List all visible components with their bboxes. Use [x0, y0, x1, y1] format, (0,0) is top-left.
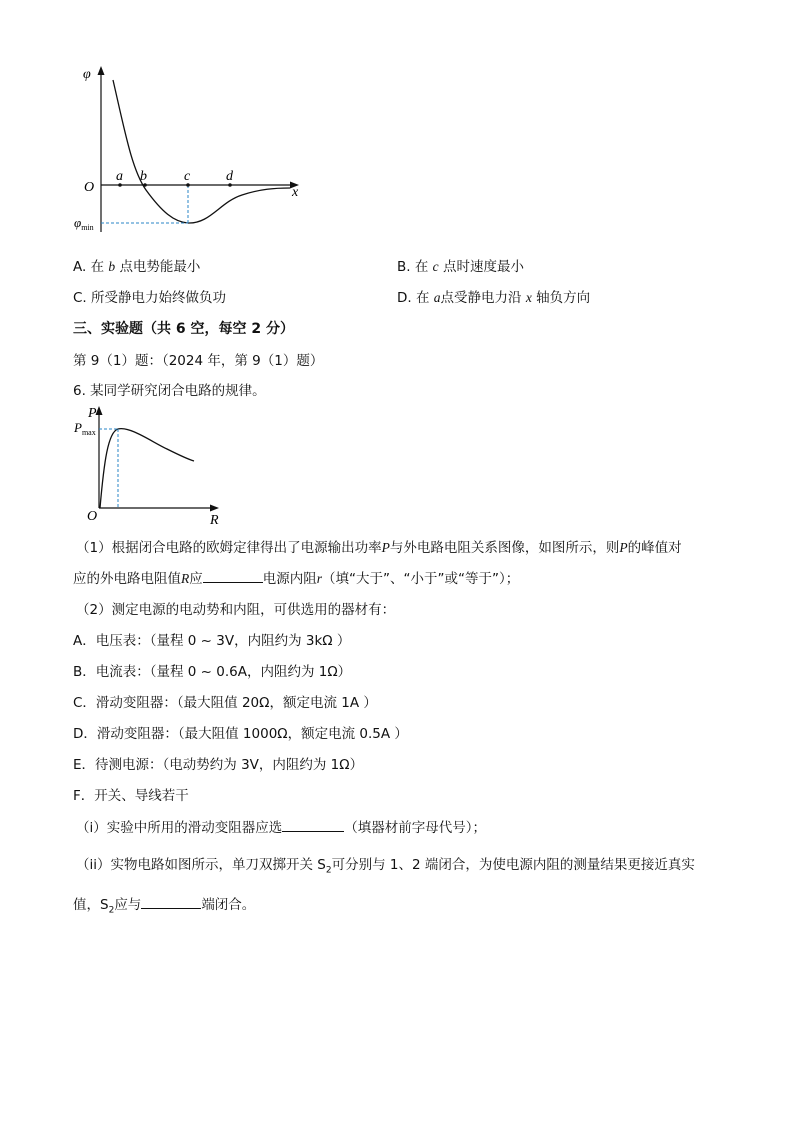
x-axis-label: x	[292, 185, 299, 200]
pmax-label: $P_{max}$	[74, 420, 96, 437]
p-axis-label: P	[88, 406, 97, 421]
y-axis-label: φ	[83, 67, 91, 82]
option-a[interactable]: A. 在 b 点电势能最小	[73, 259, 201, 275]
y-axis-arrow	[98, 66, 105, 75]
option-b[interactable]: B. 在 c 点时速度最小	[397, 259, 524, 275]
equipment-item-d: D．滑动变阻器：（最大阻值 1000Ω，额定电流 0.5A ）	[73, 726, 408, 742]
section-title: 三、实验题（共 6 空，每空 2 分）	[73, 321, 294, 337]
equipment-item-f: F．开关、导线若干	[73, 788, 189, 804]
part1-line2: 应的外电路电阻值R应 电源内阻r（填“大于”、“小于”或“等于”）；	[73, 567, 519, 587]
origin2-label: O	[87, 509, 98, 524]
label-a: a	[116, 169, 123, 184]
power-graph	[72, 402, 232, 528]
label-d: d	[226, 169, 233, 184]
equipment-item-b: B．电流表：（量程 0 ~ 0.6A，内阻约为 1Ω）	[73, 664, 352, 680]
label-b: b	[140, 169, 147, 184]
part2-intro: （2）测定电源的电动势和内阻，可供选用的器材有：	[76, 602, 396, 618]
equipment-item-a: A．电压表：（量程 0 ~ 3V，内阻约为 3kΩ ）	[73, 633, 351, 649]
phi-min-label: $\varphi_{min}$	[74, 215, 94, 232]
potential-curve	[113, 80, 290, 223]
equipment-item-c: C．滑动变阻器：（最大阻值 20Ω，额定电流 1A ）	[73, 695, 377, 711]
sub-question-i: （i）实验中所用的滑动变阻器应选 （填器材前字母代号）；	[76, 816, 486, 836]
option-c[interactable]: C. 所受静电力始终做负功	[73, 290, 227, 306]
label-c: c	[184, 169, 191, 184]
sub-question-ii-line2: 值，$S_2$应与 端闭合。	[73, 893, 255, 916]
part1-line1: （1）根据闭合电路的欧姆定律得出了电源输出功率P与外电路电阻关系图像，如图所示，则P的峰值对	[76, 540, 682, 556]
sub-question-ii-line1: （ii）实物电路如图所示，单刀双掷开关 $S_2$可分别与 1、2 端闭合，为使电源内阻的测量结果更接近真实	[76, 857, 695, 876]
origin-label: O	[84, 180, 95, 195]
source-line: 第 9（1）题：（2024 年，第 9（1）题）	[73, 353, 324, 369]
option-d[interactable]: D. 在 a点受静电力沿 x 轴负方向	[397, 290, 591, 306]
question-stem: 6. 某同学研究闭合电路的规律。	[73, 383, 266, 399]
answer-blank-2[interactable]	[282, 817, 344, 832]
answer-blank-1[interactable]	[203, 568, 263, 583]
potential-graph	[70, 62, 310, 237]
power-curve	[100, 429, 194, 508]
r-axis-label: R	[210, 513, 219, 528]
equipment-item-e: E．待测电源：（电动势约为 3V，内阻约为 1Ω）	[73, 757, 364, 773]
answer-blank-3[interactable]	[141, 894, 201, 909]
r-axis-arrow	[210, 505, 219, 512]
